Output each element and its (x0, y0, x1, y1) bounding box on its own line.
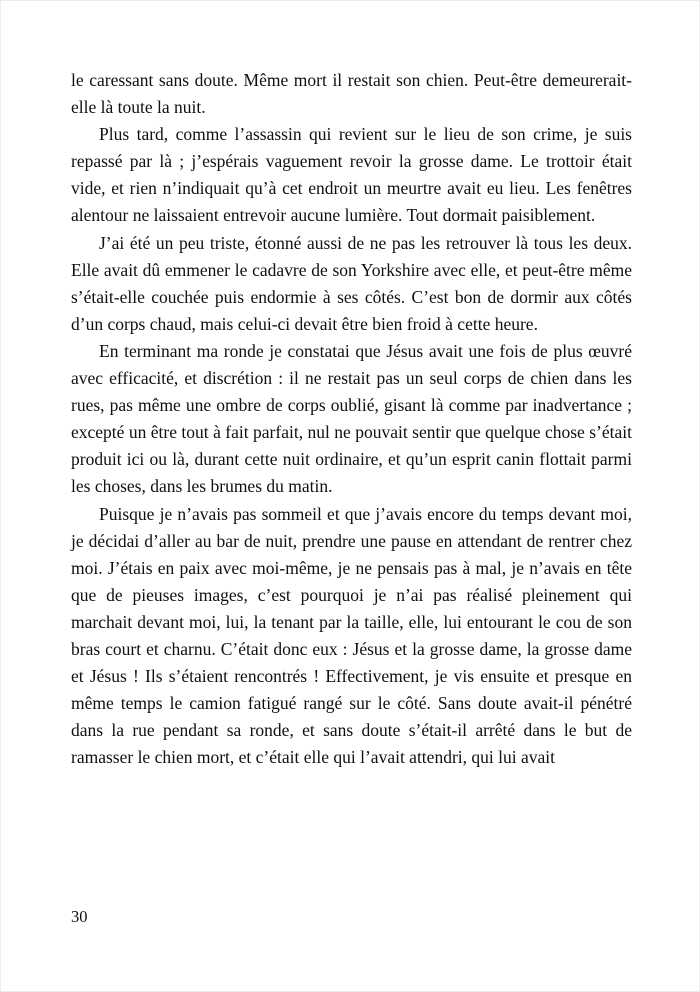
page-number: 30 (71, 907, 88, 926)
page-body (71, 67, 632, 771)
paragraph: En terminant ma ronde je constatai que Jésus avait une fois de plus œuvré avec efficacité, et discrétion : il ne restait pas un seul corps de chien dans les rues, pas même une ombre de corps oublié, gisant là comme par inadvertance ; excepté un être tout à fait parfait, nul ne pouvait sentir que quelque chose s’était produit ici ou là, durant cette nuit ordinaire, et qu’un esprit canin flottait parmi les choses, dans les brumes du matin. (71, 340, 632, 497)
paragraph: Puisque je n’avais pas sommeil et que j’avais encore du temps devant moi, je décidai d’aller au bar de nuit, prendre une pause en attendant de rentrer chez moi. J’étais en paix avec moi-même, je ne pensais pas à mal, je n’avais en tête que de pieuses images, c’est pourquoi je n’ai pas réalisé pleinement qui marchait devant moi, lui, la tenant par la taille, elle, lui entourant le cou de son bras court et charnu. C’était donc eux : Jésus et la grosse dame, la grosse dame et Jésus ! Ils s’étaient rencontrés ! Effectivement, je vis ensuite et presque en même temps le camion fatigué rangé sur le côté. Sans doute avait-il pénétré dans la rue pendant sa ronde, et sans doute s’était-il arrêté dans le but de ramasser le chien mort, et c’était elle qui l’avait attendri, qui lui avait (71, 503, 632, 768)
paragraph: J’ai été un peu triste, étonné aussi de ne pas les retrouver là tous les deux. Elle avait dû emmener le cadavre de son Yorkshire avec elle, et peut-être même s’était-elle couchée puis endormie à ses côtés. C’est bon de dormir aux côtés d’un corps chaud, mais celui-ci devait être bien froid à cette heure. (71, 232, 632, 334)
paragraph: Plus tard, comme l’assassin qui revient sur le lieu de son crime, je suis repassé par là ; j’espérais vaguement revoir la grosse dame. Le trottoir était vide, et rien n’indiquait qu’à cet endroit un meurtre avait eu lieu. Les fenêtres alentour ne laissaient entrevoir aucune lumière. Tout dormait paisiblement. (71, 124, 632, 226)
paragraph: le caressant sans doute. Même mort il restait son chien. Peut-être demeurerait-elle là toute la nuit. (71, 70, 632, 118)
